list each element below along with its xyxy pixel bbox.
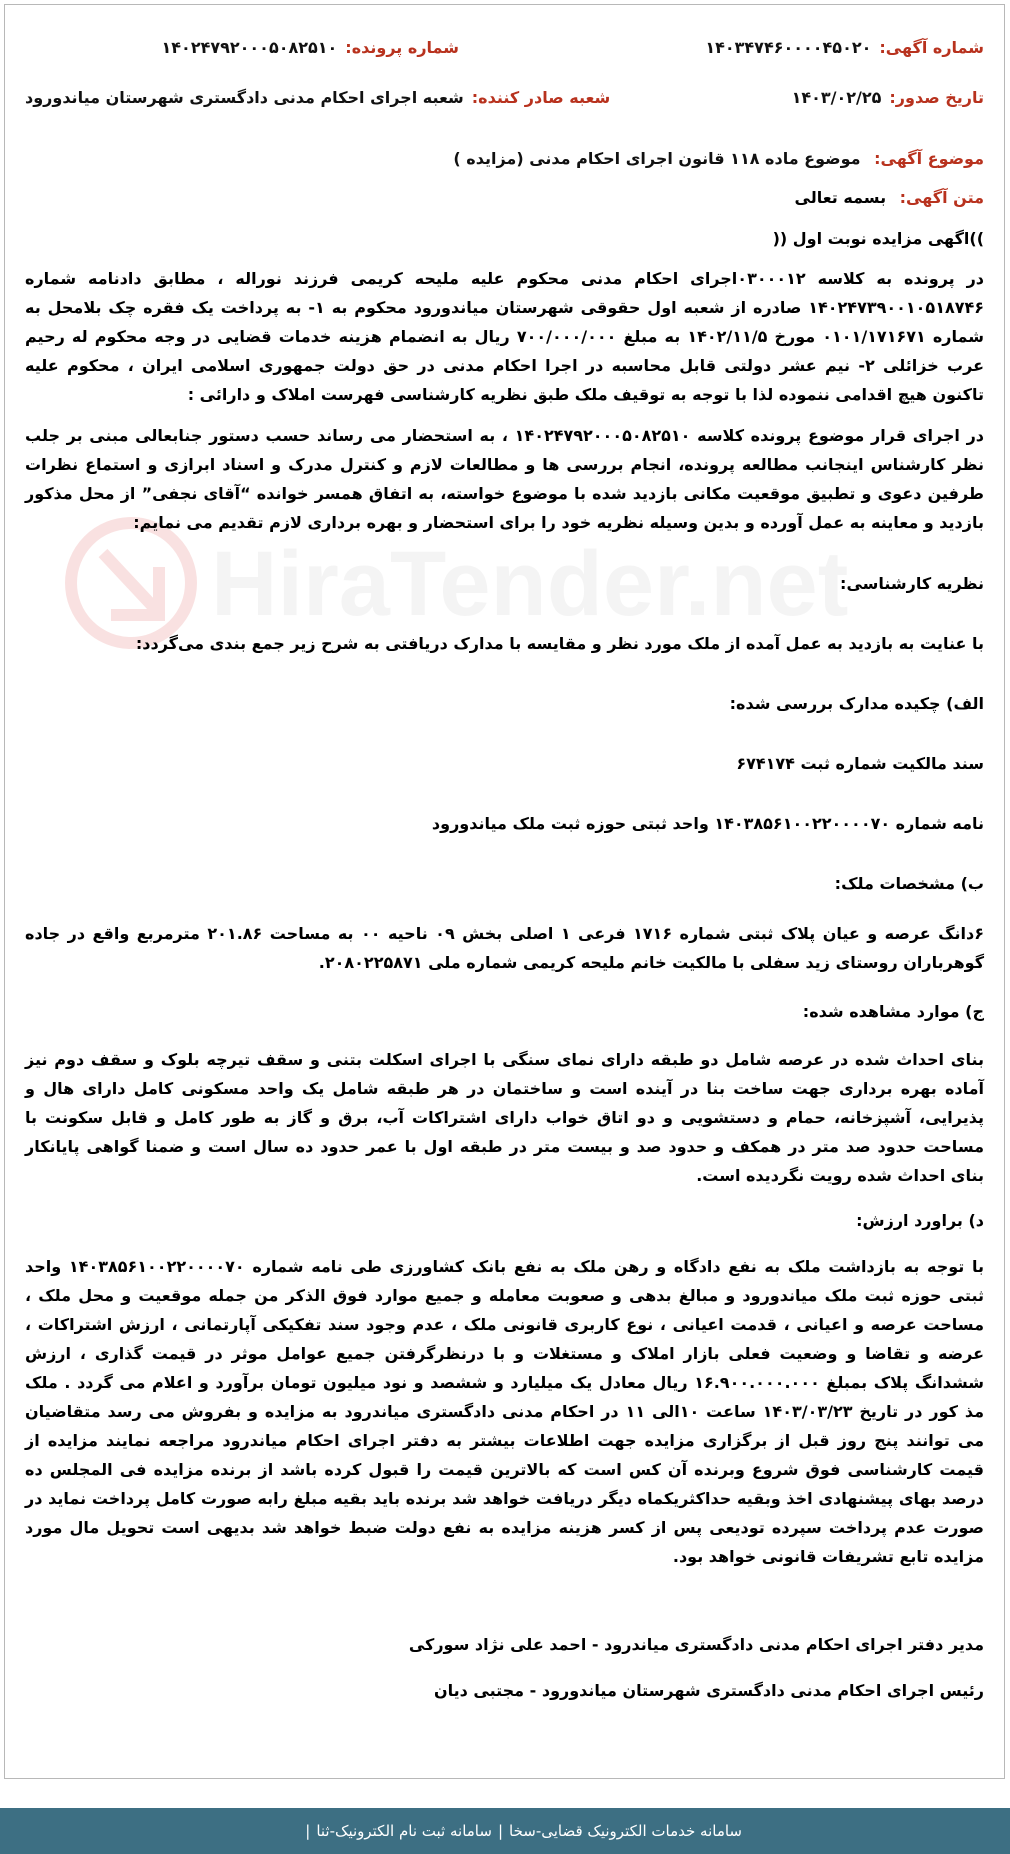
subject-label: موضوع آگهی:: [874, 149, 984, 168]
expert-title: نظریه کارشناسی:: [840, 574, 984, 593]
case-number-value: ۱۴۰۲۴۷۹۲۰۰۰۵۰۸۲۵۱۰: [161, 37, 338, 57]
notice-body: [25, 33, 984, 1571]
footer-link-sakha[interactable]: سامانه خدمات الکترونیک قضایی-سخا: [509, 1822, 742, 1840]
issue-date-value: ۱۴۰۳/۰۲/۲۵: [791, 87, 882, 107]
paragraph-expert-request: در اجرای قرار موضوع پرونده کلاسه ۱۴۰۲۴۷۹۲۰۰۰۵۰۸۲۵۱۰ ، به استحضار می رساند حسب دستور جنابعالی مبنی بر جلب نظر کارشناس اینجانب مطالعه پرونده، انجام بررسی ها و مطالعات لازم و کنترل مدرک و اسناد ابرازی و استماع نظرات طرفین دعوی و تطبیق موقعیت مکانی بازدید شده با موضوع خواسته، به اتفاق همسر خوانده “آقای نجفی” از محل مذکور بازدید و معاینه به عمل آورده و بدین وسیله نظریه خود را برای استحضار و بهره برداری لازم تقدیم می نمایم:: [25, 426, 984, 532]
specs-text: ۶دانگ عرصه و عیان پلاک ثبتی شماره ۱۷۱۶ فرعی ۱ اصلی بخش ۰۹ ناحیه ۰۰ به مساحت ۲۰۱.۸۶ مترمربع واقع در جاده گوهرباران روستای زید سفلی با مالکیت خانم ملیحه کریمی شماره ملی ۲۰۸۰۲۲۵۸۷۱.: [25, 924, 985, 972]
footer-link-sana[interactable]: سامانه ثبت نام الکترونیک-ثنا: [316, 1822, 492, 1840]
watermark-text: HiraTender.net: [211, 533, 849, 635]
docs-title: الف) چکیده مدارک بررسی شده:: [729, 694, 984, 713]
issuer-value: شعبه اجرای احکام مدنی دادگستری شهرستان میاندورود: [25, 87, 464, 107]
header-row-2: [25, 83, 984, 111]
signature-head: رئیس اجرای احکام مدنی دادگستری شهرستان میاندورود - مجتبی دیان: [433, 1681, 984, 1700]
text-label: متن آگهی:: [899, 188, 984, 207]
valuation-text: با توجه به بازداشت ملک به نفع دادگاه و رهن ملک به نفع بانک کشاورزی طی نامه شماره ۱۴۰۳۸۵۶۱۰۰۲۲۰۰۰۰۷۰ واحد ثبتی حوزه ثبت ملک میاندورود و مبالغ بدهی و صعوبت معامله و جمیع موارد فوق الذکر من جمله موقعیت و محل ملک ، مساحت عرصه و اعیانی ، قدمت اعیانی ، نوع کاربری قانونی ملک ، عدم وجود سند تفکیکی آپارتمانی ، ارزش اشتراکات ، عرضه و تقاضا و وضعیت فعلی بازار املاک و مستغلات و با درنظرگرفتن جمیع عوامل موثر در قیمت گذاری ، ارزش ششدانگ پلاک بمبلغ ۱۶.۹۰۰.۰۰۰.۰۰۰ ریال معادل یک میلیارد و ششصد و نود میلیون تومان برآورد و اعلام می گردد . ملک مذ کور در تاریخ ۱۴۰۳/۰۳/۲۳ ساعت ۱۰الی ۱۱ در احکام مدنی دادگستری میاندرود به مزایده و بفروش می رسد متقاضیان می توانند پنج روز قبل از برگزاری مزایده جهت اطلاعات بیشتر به دفتر اجرای احکام میاندرود مراجعه نمایند مزایده از قیمت کارشناسی فوق شروع وبرنده آن کس است که بالاترین قیمت را قبول کرده باشد از برنده مزایده فی المجلس ده درصد بهای پیشنهادی اخذ وبقیه حداکثریکماه دیگر دریافت خواهد شد برنده باید بقیه مبلغ رابه صورت کامل پرداخت نماید در صورت عدم پرداخت سپرده تودیعی پس از کسر هزینه مزایده به نفع دولت ضبط خواهد شد بدیهی است تحویل مال مورد مزایده تابع تشریفات قانونی خواهد بود.: [25, 1257, 985, 1566]
document-page: [4, 4, 1005, 1779]
issue-date-label: تاریخ صدور:: [889, 87, 984, 107]
issue-date-field: [610, 88, 984, 107]
notice-number-field: [459, 38, 984, 57]
subject-line: [25, 149, 984, 168]
footer-separator-end: |: [305, 1822, 311, 1840]
signature-office-manager: مدیر دفتر اجرای احکام مدنی دادگستری میاندرود - احمد علی نژاد سورکی: [408, 1635, 984, 1654]
footer-separator: |: [497, 1822, 503, 1840]
footer-bar: [0, 1808, 1010, 1854]
observed-title: ج) موارد مشاهده شده:: [802, 1002, 984, 1021]
valuation-title: د) براورد ارزش:: [856, 1211, 984, 1230]
specs-title: ب) مشخصات ملک:: [834, 874, 984, 893]
doc-line-deed: سند مالکیت شماره ثبت ۶۷۴۱۷۴: [736, 754, 984, 773]
notice-number-label: شماره آگهی:: [879, 37, 984, 57]
notice-number-value: ۱۴۰۳۴۷۴۶۰۰۰۰۴۵۰۲۰: [705, 37, 872, 57]
subject-value: موضوع ماده ۱۱۸ قانون اجرای احکام مدنی (مزایده ): [453, 149, 861, 168]
issuer-label: شعبه صادر کننده:: [471, 87, 611, 107]
case-number-label: شماره پرونده:: [345, 37, 459, 57]
paragraph-case: در پرونده به کلاسه ۰۳۰۰۰۱۲اجرای احکام مدنی محکوم علیه ملیحه کریمی فرزند نوراله ، مطابق دادنامه شماره ۱۴۰۲۴۷۳۹۰۰۱۰۵۱۸۷۴۶ صادره از شعبه اول حقوقی شهرستان میاندورود محکوم به ۱- به پرداخت یک فقره چک بلامحل به شماره ۰۱۰۱/۱۷۱۶۷۱ مورخ ۱۴۰۲/۱۱/۵ به مبلغ ۷۰۰/۰۰۰/۰۰۰ ریال به انضمام هزینه خدمات قضایی در وجه محکوم له رحیم عرب خزائلی ۲- نیم عشر دولتی قابل محاسبه در اجرا احکام مدنی در حق دولت جمهوری اسلامی ایران ، محکوم علیه تاکنون هیچ اقدامی ننموده لذا با توجه به توقیف ملک طبق نظریه کارشناسی فهرست املاک و دارائی :: [25, 269, 985, 404]
notice-title: ))اگهی مزایده نوبت اول ((: [772, 229, 984, 248]
besm-title: بسمه تعالی: [794, 188, 887, 207]
header-row-1: [25, 33, 984, 61]
expert-intro: با عنایت به بازدید به عمل آمده از ملک مورد نظر و مقایسه با مدارک دریافتی به شرح زیر جمع بندی می‌گردد:: [135, 634, 984, 653]
doc-line-letter: نامه شماره ۱۴۰۳۸۵۶۱۰۰۲۲۰۰۰۰۷۰ واحد ثبتی حوزه ثبت ملک میاندورود: [431, 814, 984, 833]
issuer-field: [25, 88, 610, 107]
case-number-field: [162, 38, 459, 57]
observed-text: بنای احداث شده در عرصه شامل دو طبقه دارای نمای سنگی با اجرای اسکلت بتنی و سقف تیرچه بلوک و سقف دوم نیز آماده بهره برداری جهت ساخت بنا در آینده است و ساختمان در هر طبقه شامل یک واحد مسکونی کامل دارای هال و پذیرایی، آشپزخانه، حمام و دستشویی و دو اتاق خواب دارای اشتراکات آب، برق و گاز به طور کامل و قابل سکونت با مساحت حدود صد متر در همکف و حدود صد و بیست متر در طبقه اول با عمر حدود ده سال است و ضمنا گواهی پایانکار بنای احداث شده رویت نگردیده است.: [25, 1050, 984, 1185]
text-label-line: [25, 188, 984, 207]
